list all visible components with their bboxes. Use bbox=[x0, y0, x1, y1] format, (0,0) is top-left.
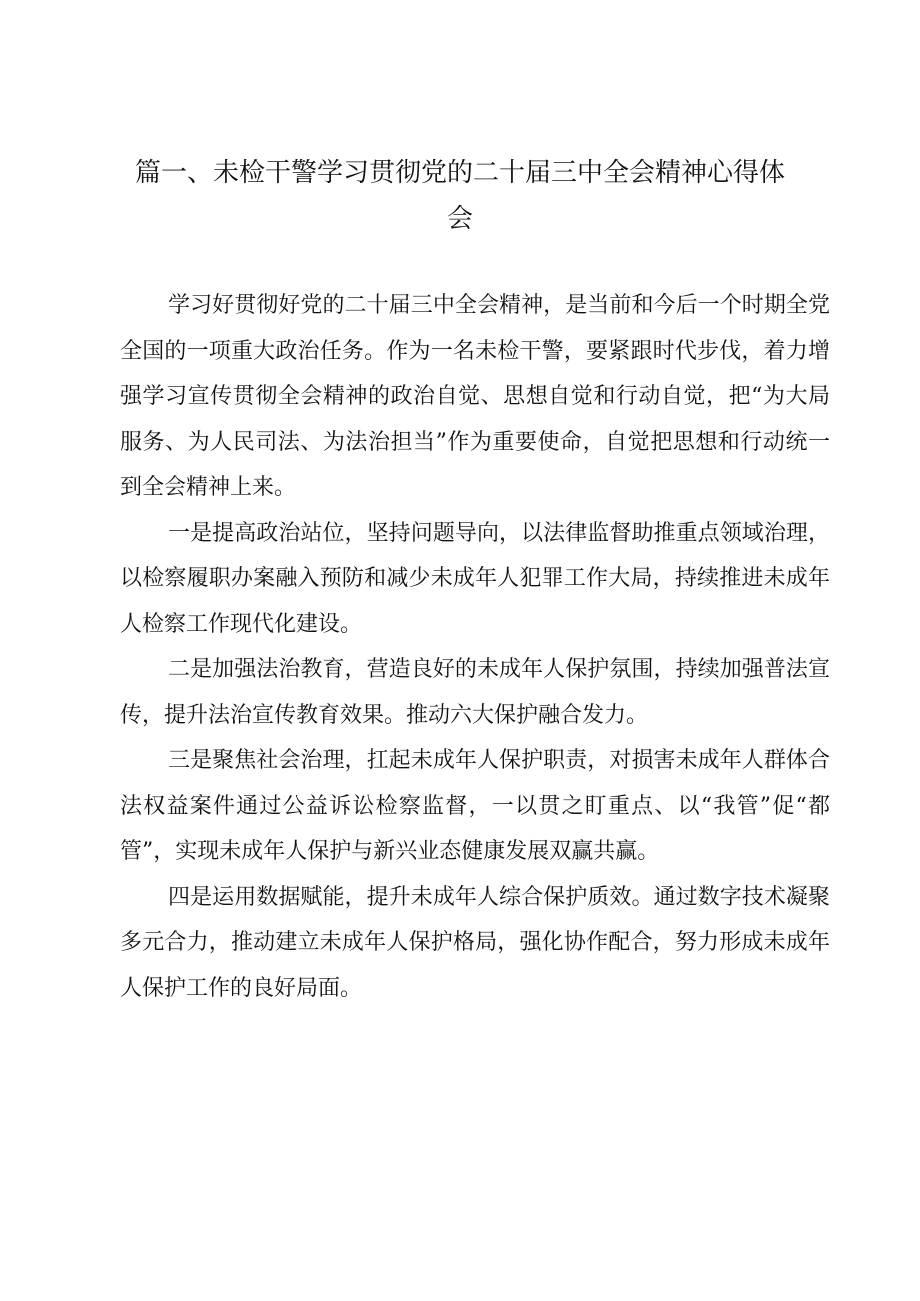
paragraph-point-1: 一是提高政治站位，坚持问题导向，以法律监督助推重点领域治理，以检察履职办案融入预防和减少未成年人犯罪工作大局，持续推进未成年人检察工作现代化建设。 bbox=[120, 520, 830, 637]
title-line-2: 会 bbox=[446, 204, 473, 234]
document-title bbox=[120, 150, 800, 242]
paragraph-point-4: 四是运用数据赋能，提升未成年人综合保护质效。通过数字技术凝聚多元合力，推动建立未成年人保护格局，强化协作配合，努力形成未成年人保护工作的良好局面。 bbox=[120, 884, 830, 1001]
paragraph-intro: 学习好贯彻好党的二十届三中全会精神，是当前和今后一个时期全党全国的一项重大政治任务。作为一名未检干警，要紧跟时代步伐，着力增强学习宣传贯彻全会精神的政治自觉、思想自觉和行动自觉，把“为大局服务、为人民司法、为法治担当”作为重要使命，自觉把思想和行动统一到全会精神上来。 bbox=[120, 293, 830, 500]
paragraph-point-3: 三是聚焦社会治理，扛起未成年人保护职责，对损害未成年人群体合法权益案件通过公益诉讼检察监督，一以贯之盯重点、以“我管”促“都管”，实现未成年人保护与新兴业态健康发展双赢共赢。 bbox=[120, 748, 830, 864]
paragraph-point-2: 二是加强法治教育，营造良好的未成年人保护氛围，持续加强普法宣传，提升法治宣传教育效果。推动六大保护融合发力。 bbox=[120, 657, 830, 728]
title-line-1: 篇一、未检干警学习贯彻党的二十届三中全会精神心得体 bbox=[134, 158, 785, 188]
document-body bbox=[120, 283, 830, 1011]
